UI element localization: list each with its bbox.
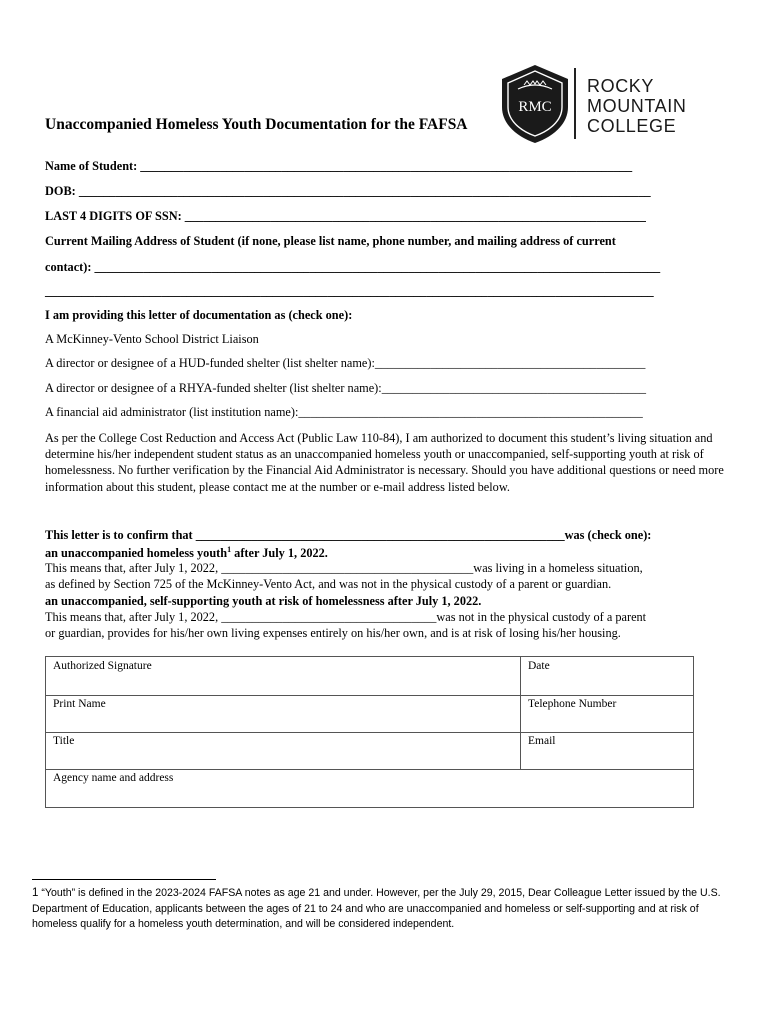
title-field[interactable]: Title bbox=[53, 735, 75, 747]
date-field[interactable]: Date bbox=[528, 660, 550, 672]
role-option-financial-aid[interactable]: A financial aid administrator (list institution name):________________________________________________________ bbox=[45, 405, 643, 419]
authorized-signature-field[interactable]: Authorized Signature bbox=[53, 660, 152, 672]
footnote-ref: 1 bbox=[227, 545, 232, 554]
address-label: Current Mailing Address of Student (if none, please list name, phone number, and mailing address of current bbox=[45, 234, 616, 248]
footnote-separator bbox=[32, 879, 216, 880]
confirm-homeless-desc-1: This means that, after July 1, 2022, _________________________________________was living in a homeless situation, bbox=[45, 561, 643, 575]
logo-monogram: RMC bbox=[518, 99, 552, 115]
print-name-field[interactable]: Print Name bbox=[53, 698, 106, 710]
telephone-field[interactable]: Telephone Number bbox=[528, 698, 617, 710]
confirm-option-homeless[interactable] bbox=[45, 545, 328, 561]
confirm-option-homeless-label: an unaccompanied homeless youth bbox=[45, 546, 228, 561]
email-field[interactable]: Email bbox=[528, 735, 556, 747]
table-row-divider bbox=[45, 732, 693, 733]
authority-paragraph: As per the College Cost Reduction and Access Act (Public Law 110-84), I am authorized to document this student’s living situation and determine his/her independent student status as an unaccompanied homeless youth or unaccompanied, self-supporting youth at risk of homelessness. No further verification by the Financial Aid Administrator is necessary. Should you have additional questions or need more information about this student, please contact me at the number or e-mail address listed below. bbox=[45, 431, 724, 494]
confirm-at-risk-desc-2: or guardian, provides for his/her own living expenses entirely on his/her own, and is at risk of losing his/her housing. bbox=[45, 626, 621, 640]
footnote bbox=[32, 886, 732, 933]
confirm-option-homeless-tail: after July 1, 2022. bbox=[231, 546, 328, 561]
confirm-line[interactable]: This letter is to confirm that ____________________________________________________________was (check one): bbox=[45, 528, 652, 542]
address-field-line-1[interactable]: contact): ____________________________________________________________________________________________ bbox=[45, 260, 661, 274]
logo-divider bbox=[574, 68, 576, 139]
role-option-liaison[interactable]: A McKinney-Vento School District Liaison bbox=[45, 332, 259, 346]
role-option-rhya-shelter[interactable]: A director or designee of a RHYA-funded shelter (list shelter name):___________________________________________ bbox=[45, 381, 647, 395]
ssn-field[interactable]: LAST 4 DIGITS OF SSN: ___________________________________________________________________________ bbox=[45, 209, 646, 223]
college-name bbox=[587, 77, 686, 137]
confirm-at-risk-desc-1: This means that, after July 1, 2022, ___________________________________was not in the physical custody of a parent bbox=[45, 610, 647, 624]
agency-field[interactable]: Agency name and address bbox=[53, 772, 174, 784]
document-title: Unaccompanied Homeless Youth Documentation for the FAFSA bbox=[45, 116, 468, 133]
confirm-homeless-desc-2: as defined by Section 725 of the McKinney-Vento Act, and was not in the physical custody of a parent or guardian. bbox=[45, 577, 612, 591]
college-name-line-3: COLLEGE bbox=[587, 116, 677, 136]
college-name-line-1: ROCKY bbox=[587, 76, 655, 96]
student-name-field[interactable]: Name of Student: ________________________________________________________________________________ bbox=[45, 159, 633, 173]
footnote-number: 1 bbox=[32, 887, 39, 899]
address-field-line-2[interactable]: ___________________________________________________________________________________________________ bbox=[45, 284, 654, 298]
table-column-divider bbox=[520, 656, 521, 769]
role-heading: I am providing this letter of documentation as (check one): bbox=[45, 308, 353, 322]
confirm-option-at-risk[interactable]: an unaccompanied, self-supporting youth at risk of homelessness after July 1, 2022. bbox=[45, 594, 482, 608]
footnote-text: “Youth” is defined in the 2023-2024 FAFSA notes as age 21 and under. However, per the July 29, 2015, Dear Colleague Letter issued by the U.S. Department of Education, applicants between the ages of 21 to 24 and who are unaccompanied and homeless or self-supporting and at risk of homeless qualify for a homeless youth determination, and will be considered independent. bbox=[32, 887, 721, 930]
college-name-line-2: MOUNTAIN bbox=[587, 96, 687, 116]
table-row-divider bbox=[45, 695, 693, 696]
dob-field[interactable]: DOB: _____________________________________________________________________________________________ bbox=[45, 184, 651, 198]
college-crest-logo bbox=[494, 63, 576, 145]
table-row-divider bbox=[45, 769, 693, 770]
role-option-hud-shelter[interactable]: A director or designee of a HUD-funded shelter (list shelter name):____________________________________________ bbox=[45, 356, 646, 370]
